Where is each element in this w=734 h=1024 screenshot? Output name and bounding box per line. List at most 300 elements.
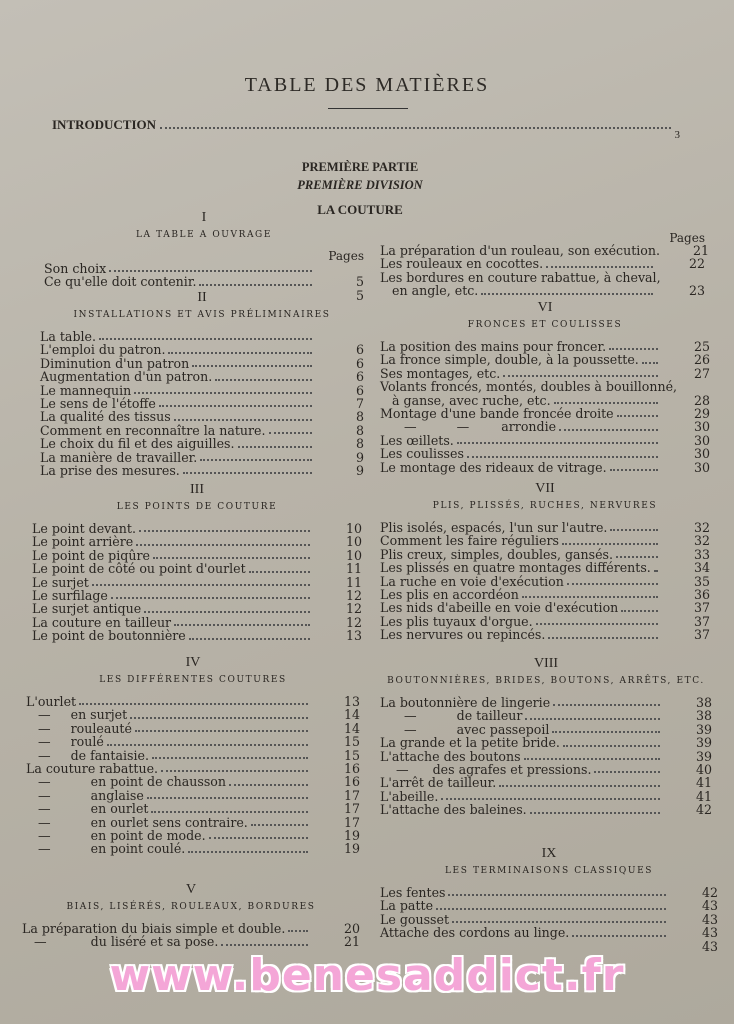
entry-text: Le gousset — [380, 911, 450, 927]
entry-text: — en ourlet sens contraire. — [26, 814, 248, 830]
section-heading: LES DIFFÉRENTES COUTURES — [99, 675, 287, 685]
entry-text: — des agrafes et pressions. — [380, 761, 592, 777]
entry-page: 36 — [693, 586, 710, 602]
entry-page: 41 — [695, 775, 712, 791]
section-number: VI — [537, 300, 553, 315]
entry-page: 16 — [343, 760, 360, 776]
toc-entry — [380, 750, 712, 763]
entry-page: 12 — [345, 601, 362, 617]
toc-entry — [32, 562, 362, 575]
entry-text: La préparation d'un rouleau, son exécution. — [380, 243, 660, 258]
entry-text: L'emploi du patron. — [40, 342, 166, 358]
dot-leader — [467, 447, 658, 457]
dot-leader — [188, 842, 308, 852]
entry-page: 7 — [355, 395, 364, 411]
toc-entry — [380, 736, 712, 749]
entry-text: L'attache des baleines. — [380, 802, 527, 818]
section-number: IV — [185, 655, 201, 670]
toc-entry — [380, 394, 710, 407]
dot-leader — [159, 397, 312, 407]
section-heading: FRONCES ET COULISSES — [467, 320, 623, 330]
entry-page: 10 — [345, 521, 362, 536]
entry-text: Les œillets. — [380, 432, 454, 448]
toc-entry — [26, 789, 360, 802]
section-heading: PLIS, PLISSÉS, RUCHES, NERVURES — [432, 501, 658, 511]
entry-page: 30 — [693, 459, 710, 475]
entry-page: 17 — [343, 787, 360, 803]
toc-entry — [380, 899, 718, 912]
dot-leader — [79, 695, 308, 705]
entry-page: 23 — [688, 283, 705, 299]
section-heading: BIAIS, LISÉRÉS, ROULEAUX, BORDURES — [66, 902, 316, 912]
dot-leader — [189, 629, 310, 639]
entry-text: Comment en reconnaître la nature. — [40, 422, 266, 438]
entry-text: Le point de côté ou point d'ourlet — [32, 561, 246, 577]
entry-text: L'attache des boutons — [380, 748, 521, 764]
toc-entry — [380, 926, 718, 939]
dot-leader — [522, 588, 658, 598]
dot-leader — [548, 628, 658, 638]
dot-leader — [383, 940, 666, 950]
entry-page: 3 — [674, 129, 680, 141]
title-divider — [328, 108, 408, 109]
entry-text: — en ourlet — [26, 801, 149, 817]
entry-text: — en point coulé. — [26, 841, 186, 857]
dot-leader — [553, 696, 660, 706]
entry-text: L'arrêt de tailleur. — [380, 775, 497, 791]
dot-leader — [192, 357, 312, 367]
entry-page: 39 — [695, 748, 712, 764]
entry-page: 14 — [343, 707, 360, 723]
dot-leader — [136, 535, 310, 545]
toc-entry — [380, 367, 710, 380]
entry-page: 43 — [701, 938, 718, 954]
toc-entry — [44, 262, 364, 275]
entry-text: INTRODUCTION — [52, 117, 157, 132]
section-number: VII — [535, 481, 555, 496]
toc-entry — [380, 913, 718, 926]
pages-label: Pages — [669, 231, 705, 245]
entry-page: 38 — [695, 708, 712, 724]
entry-text: en angle, etc. — [380, 283, 479, 299]
entry-page: 35 — [693, 573, 710, 589]
dot-leader — [215, 370, 312, 380]
dot-leader — [183, 464, 312, 474]
dot-leader — [251, 816, 308, 826]
toc-section — [380, 656, 712, 817]
toc-entry — [380, 601, 710, 614]
toc-entry — [380, 407, 710, 420]
dot-leader — [221, 935, 308, 945]
entry-page: 39 — [695, 735, 712, 751]
dot-leader — [111, 589, 310, 599]
entry-text: Son choix — [44, 261, 107, 276]
entry-text: La couture rabattue. — [26, 760, 159, 776]
dot-leader — [107, 735, 308, 745]
toc-entry — [40, 424, 364, 437]
toc-section — [22, 882, 360, 949]
toc-section — [26, 655, 360, 856]
toc-entry — [26, 775, 360, 788]
toc-entry — [380, 886, 718, 899]
entry-text: La manière de travailler. — [40, 449, 198, 465]
entry-page: 30 — [693, 432, 710, 448]
section-heading: INSTALLATIONS ET AVIS PRÉLIMINAIRES — [73, 310, 331, 320]
dot-leader — [609, 340, 658, 350]
entry-text: — anglaise — [26, 787, 144, 803]
dot-leader — [559, 420, 658, 430]
entry-page: 19 — [343, 827, 360, 843]
section-heading: LA TABLE A OUVRAGE — [135, 230, 273, 240]
toc-entry — [380, 243, 710, 258]
entry-text: — de tailleur — [380, 708, 523, 724]
section-number: III — [190, 482, 204, 497]
entry-text: — de fantaisie. — [26, 747, 149, 763]
dot-leader — [441, 790, 660, 800]
toc-section — [380, 300, 710, 474]
dot-leader — [594, 763, 660, 773]
toc-entry — [26, 816, 360, 829]
dot-leader — [199, 275, 312, 285]
toc-entry — [32, 589, 362, 602]
entry-page — [694, 271, 705, 284]
dot-leader — [209, 829, 308, 839]
dot-leader — [525, 709, 660, 719]
entry-page: 43 — [701, 898, 718, 914]
entry-page: 26 — [693, 352, 710, 368]
toc-entry — [380, 271, 705, 284]
page-title: TABLE DES MATIÈRES — [244, 74, 490, 96]
section-number: IX — [541, 846, 557, 861]
entry-text: La couture en tailleur — [32, 614, 172, 630]
entry-text: Comment les faire réguliers — [380, 533, 559, 549]
entry-page: 27 — [693, 365, 710, 381]
section-heading: LES POINTS DE COUTURE — [116, 502, 278, 512]
entry-text: La boutonnière de lingerie — [380, 695, 551, 710]
entry-text: Le point de piqûre — [32, 547, 150, 563]
entry-page: 10 — [345, 547, 362, 563]
dot-leader — [610, 521, 658, 531]
entry-text: Le surjet antique — [32, 601, 142, 617]
entry-page: 21 — [692, 243, 710, 258]
entry-page: 17 — [343, 814, 360, 830]
entry-text: — en point de mode. — [26, 827, 206, 843]
toc-entry — [380, 521, 710, 534]
entry-text: L'abeille. — [380, 788, 439, 804]
dot-leader — [481, 284, 653, 294]
entry-text: Volants froncés, montés, doubles à bouillonné, — [380, 379, 678, 395]
entry-text: — roulé — [26, 734, 104, 750]
entry-page: 12 — [345, 614, 362, 630]
entry-page: 21 — [343, 934, 360, 950]
toc-entry — [26, 735, 360, 748]
entry-page: 11 — [345, 574, 362, 590]
entry-text: — en point de chausson — [26, 774, 226, 790]
dot-leader — [174, 410, 312, 420]
entry-page: 17 — [343, 801, 360, 817]
dot-leader — [139, 522, 310, 532]
toc-entry — [32, 576, 362, 589]
toc-entry — [40, 451, 364, 464]
entry-text: Les plis tuyaux d'orgue. — [380, 613, 533, 629]
entry-text: La prise des mesures. — [40, 462, 180, 478]
toc-entry — [380, 696, 712, 709]
entry-text: La qualité des tissus — [40, 409, 171, 425]
entry-text: Ce qu'elle doit contenir. — [44, 274, 197, 290]
entry-text: — en surjet — [26, 707, 128, 723]
toc-entry — [380, 284, 705, 297]
entry-page: 10 — [345, 534, 362, 550]
toc-entry — [40, 464, 364, 477]
dot-leader — [161, 762, 308, 772]
entry-text: Les plissés en quatre montages différents. — [380, 560, 651, 576]
entry-page: 9 — [355, 462, 364, 478]
entry-text: — — arrondie — [380, 419, 557, 435]
toc-entry — [380, 380, 710, 393]
dot-leader — [552, 723, 660, 733]
entry-text: Le choix du fil et des aiguilles. — [40, 436, 235, 452]
toc-entry — [380, 588, 710, 601]
dot-leader — [229, 775, 308, 785]
entry-page: 29 — [693, 405, 710, 421]
dot-leader — [288, 922, 308, 932]
toc-entry — [22, 935, 360, 948]
entry-text: Le sens de l'étoffe — [40, 395, 156, 411]
entry-page: 43 — [701, 925, 718, 941]
dot-leader — [554, 394, 658, 404]
entry-text: — avec passepoil — [380, 721, 550, 737]
entry-page: 30 — [693, 446, 710, 462]
entry-page: 37 — [693, 613, 710, 629]
toc-entry — [32, 522, 362, 535]
entry-text: Le point arrière — [32, 534, 134, 550]
entry-text: La préparation du biais simple et double. — [22, 921, 286, 936]
entry-page: 6 — [355, 355, 364, 371]
entry-page: 40 — [695, 761, 712, 777]
entry-text: Ses montages, etc. — [380, 365, 501, 381]
entry-page: 16 — [343, 774, 360, 790]
entry-page: 41 — [695, 788, 712, 804]
toc-entry — [380, 434, 710, 447]
entry-page: 32 — [693, 520, 710, 535]
dot-leader — [109, 262, 312, 272]
toc-entry — [26, 749, 360, 762]
dot-leader — [153, 549, 310, 559]
entry-text: Les coulisses — [380, 446, 464, 462]
entry-text: — rouleauté — [26, 720, 132, 736]
toc-entry — [40, 343, 364, 356]
toc-entry — [40, 437, 364, 450]
entry-page: 37 — [693, 600, 710, 616]
toc-entry — [26, 842, 360, 855]
entry-text: Le montage des rideaux de vitrage. — [380, 459, 607, 475]
toc-section — [40, 287, 364, 478]
entry-page: 11 — [345, 561, 362, 577]
entry-page: 34 — [693, 560, 710, 576]
dot-leader — [567, 575, 658, 585]
entry-page: 32 — [693, 533, 710, 549]
entry-text: La fronce simple, double, à la poussette. — [380, 352, 639, 368]
dot-leader — [546, 257, 653, 267]
dot-leader — [249, 562, 310, 572]
entry-page: 13 — [343, 694, 360, 709]
section-heading: BOUTONNIÈRES, BRIDES, BOUTONS, ARRÊTS, ETC. — [387, 676, 705, 686]
entry-text: Le surfilage — [32, 587, 108, 603]
toc-entry — [40, 397, 364, 410]
entry-text: Le point devant. — [32, 521, 136, 536]
toc-entry — [40, 384, 364, 397]
dot-leader — [134, 384, 312, 394]
entry-page: 6 — [355, 382, 364, 398]
entry-page: 39 — [695, 721, 712, 737]
division-heading: PREMIÈRE DIVISION — [297, 178, 423, 192]
toc-entry — [26, 829, 360, 842]
toc-entry — [26, 708, 360, 721]
dot-leader — [135, 722, 308, 732]
entry-text: Diminution d'un patron — [40, 355, 190, 371]
pages-label: Pages — [328, 249, 364, 263]
toc-entry — [26, 802, 360, 815]
toc-entry — [32, 616, 362, 629]
toc-entry — [32, 602, 362, 615]
entry-text: Attache des cordons au linge. — [380, 925, 570, 941]
dot-leader — [152, 749, 308, 759]
entry-page: 38 — [695, 695, 712, 710]
entry-text: La grande et la petite bride. — [380, 735, 560, 751]
section-number: V — [185, 882, 197, 897]
toc-section — [380, 846, 718, 953]
dot-leader — [610, 461, 658, 471]
entry-text: Les nervures ou repincés. — [380, 627, 546, 643]
toc-entry — [380, 420, 710, 433]
entry-text: Augmentation d'un patron. — [40, 369, 213, 385]
toc-entry — [26, 722, 360, 735]
part-heading: PREMIÈRE PARTIE — [301, 160, 419, 174]
dot-leader — [160, 117, 670, 129]
dot-leader — [130, 708, 308, 718]
entry-text: Le mannequin — [40, 382, 132, 398]
dot-leader — [151, 802, 308, 812]
toc-entry — [380, 790, 712, 803]
dot-leader — [524, 750, 660, 760]
entry-page: 30 — [693, 419, 710, 435]
dot-leader — [499, 776, 660, 786]
dot-leader — [452, 913, 666, 923]
watermark: www.benesaddict.fr — [109, 950, 625, 1001]
dot-leader — [448, 886, 666, 896]
entry-page: 28 — [693, 392, 710, 408]
toc-entry — [380, 803, 712, 816]
entry-page: 42 — [695, 802, 712, 818]
toc-entry — [380, 615, 710, 628]
entry-text: Montage d'une bande froncée droite — [380, 405, 614, 421]
toc-entry — [380, 447, 710, 460]
entry-page: 42 — [701, 885, 718, 900]
dot-leader — [238, 437, 312, 447]
entry-text: Les plis en accordéon — [380, 586, 519, 602]
dot-leader — [92, 576, 310, 586]
entry-text: La position des mains pour froncer. — [380, 339, 607, 354]
entry-page — [342, 330, 364, 343]
toc-entry — [380, 353, 710, 366]
dot-leader — [530, 803, 660, 813]
subject-heading: LA COUTURE — [317, 202, 403, 217]
entry-text: La patte — [380, 898, 434, 914]
entry-text: Les fentes — [380, 885, 446, 900]
toc-entry — [26, 695, 360, 708]
toc-entry — [380, 534, 710, 547]
toc-entry — [380, 575, 710, 588]
entry-page: 20 — [343, 921, 360, 936]
entry-page: 19 — [343, 841, 360, 857]
entry-page: 15 — [343, 734, 360, 750]
entry-page: 14 — [343, 720, 360, 736]
entry-page: 8 — [355, 436, 364, 452]
toc-entry — [380, 709, 712, 722]
toc-section — [380, 231, 710, 299]
entry-page: 15 — [343, 747, 360, 763]
toc-entry — [26, 762, 360, 775]
toc-entry — [380, 723, 712, 736]
dot-leader — [99, 330, 312, 340]
entry-text: Les rouleaux en cocottes. — [380, 256, 544, 272]
toc-entry — [40, 410, 364, 423]
dot-leader — [200, 451, 312, 461]
entry-text: Les bordures en couture rabattue, à cheval, — [380, 269, 661, 285]
toc-entry — [22, 922, 360, 935]
dot-leader — [503, 367, 658, 377]
entry-page — [342, 262, 364, 275]
entry-text: — du liséré et sa pose. — [22, 934, 219, 950]
entry-page: 8 — [355, 409, 364, 425]
entry-page: 25 — [693, 339, 710, 354]
dot-leader — [536, 615, 658, 625]
dot-leader — [269, 424, 312, 434]
entry-text: Le surjet — [32, 574, 89, 590]
dot-leader — [457, 434, 658, 444]
entry-text: La ruche en voie d'exécution — [380, 573, 564, 589]
dot-leader — [642, 353, 658, 363]
toc-entry — [380, 628, 710, 641]
dot-leader — [436, 899, 666, 909]
toc-entry — [380, 776, 712, 789]
entry-page: 8 — [355, 422, 364, 438]
toc-entry — [380, 548, 710, 561]
section-number: II — [197, 290, 207, 305]
toc-entry — [32, 535, 362, 548]
entry-text: L'ourlet — [26, 694, 77, 709]
toc-section — [44, 210, 364, 302]
toc-entry — [380, 257, 705, 270]
section-heading: LES TERMINAISONS CLASSIQUES — [444, 866, 654, 876]
dot-leader — [174, 616, 310, 626]
toc-entry — [40, 330, 364, 343]
entry-page: 22 — [688, 256, 705, 272]
dot-leader — [144, 602, 310, 612]
dot-leader — [147, 789, 308, 799]
toc-entry — [44, 275, 364, 288]
entry-page: 33 — [693, 546, 710, 562]
toc-entry — [380, 461, 710, 474]
dot-leader — [563, 736, 660, 746]
toc-entry-introduction — [52, 117, 680, 141]
dot-leader — [572, 926, 666, 936]
entry-text: Le point de boutonnière — [32, 628, 186, 644]
section-number: VIII — [533, 656, 559, 671]
toc-section — [380, 481, 710, 642]
entry-page: 13 — [345, 628, 362, 644]
entry-page: 9 — [355, 449, 364, 465]
